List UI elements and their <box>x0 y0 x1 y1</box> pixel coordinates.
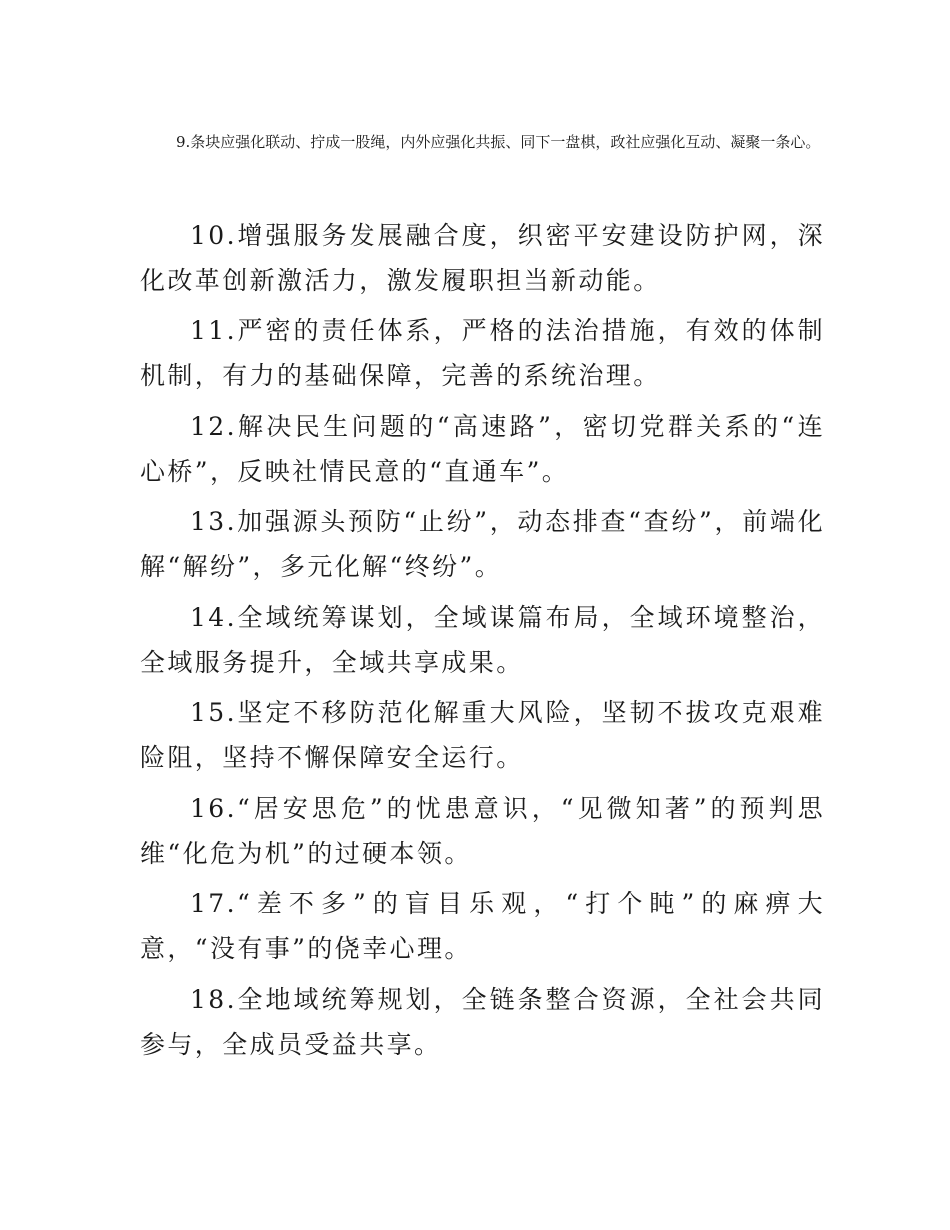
list-item-11: 11.严密的责任体系，严格的法治措施，有效的体制机制，有力的基础保障，完善的系统治理。 <box>140 316 825 390</box>
list-item-10: 10.增强服务发展融合度，织密平安建设防护网，深化改革创新激活力，激发履职担当新动能。 <box>140 221 825 295</box>
list-item-18: 18.全地域统筹规划，全链条整合资源，全社会共同参与，全成员受益共享。 <box>140 985 825 1059</box>
list-item-17: 17.“差不多”的盲目乐观，“打个盹”的麻痹大意，“没有事”的侥幸心理。 <box>140 889 825 963</box>
list-item-13: 13.加强源头预防“止纷”，动态排查“查纷”，前端化解“解纷”，多元化解“终纷”。 <box>140 507 825 581</box>
list-item-15: 15.坚定不移防范化解重大风险，坚韧不拔攻克艰难险阻，坚持不懈保障安全运行。 <box>140 698 825 772</box>
list-item-14: 14.全域统筹谋划，全域谋篇布局，全域环境整治，全域服务提升，全域共享成果。 <box>140 603 825 677</box>
list-item-9: 9.条块应强化联动、拧成一股绳，内外应强化共振、同下一盘棋，政社应强化互动、凝聚一条心。 <box>176 133 821 151</box>
list-item-12: 12.解决民生问题的“高速路”，密切党群关系的“连心桥”，反映社情民意的“直通车”。 <box>140 412 825 486</box>
list-item-16: 16.“居安思危”的忧患意识，“见微知著”的预判思维“化危为机”的过硬本领。 <box>140 794 825 868</box>
